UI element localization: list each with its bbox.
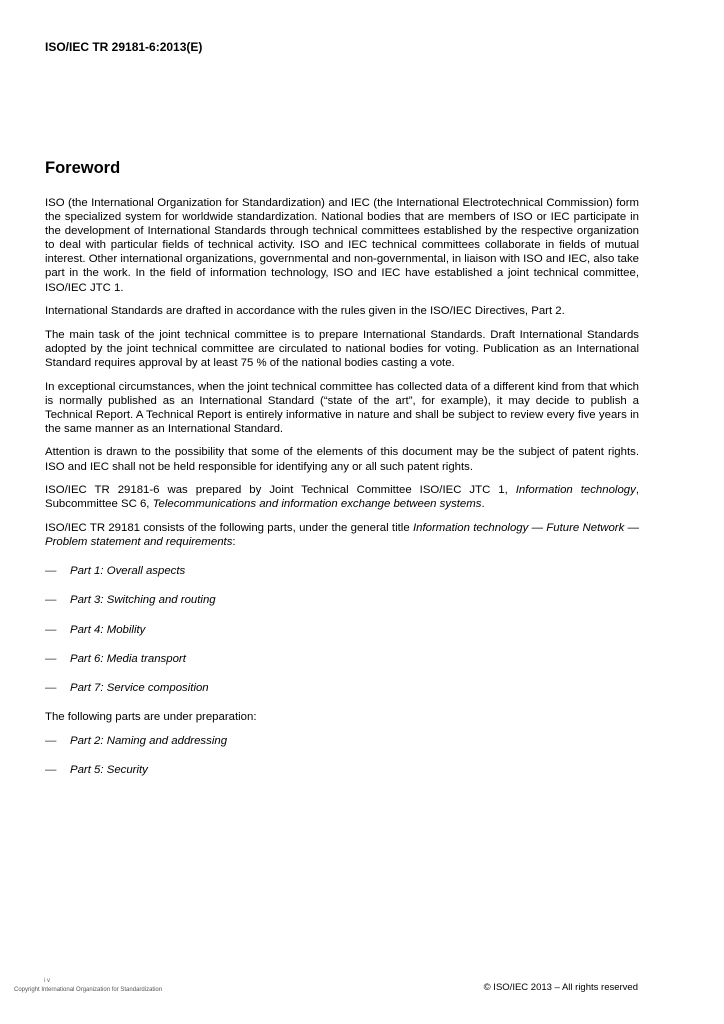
dash-bullet: —: [45, 594, 57, 607]
part-label: Part 4: Mobility: [70, 623, 146, 636]
dash-bullet: —: [45, 564, 57, 577]
paragraph-organizations: ISO (the International Organization for Standardization) and IEC (the International Electrotechnical Commission) form the specialized system for worldwide standardization. National bodies that are members of ISO or IEC participate in the development of International Standards through technical committees established by the respective organization to deal with particular fields of technical activity. ISO and IEC technical committees collaborate in fields of mutual interest. Other international organizations, governmental and non-governmental, in liaison with ISO and IEC, also take part in the work. In the field of information technology, ISO and IEC have established a joint technical committee, ISO/IEC JTC 1.: [45, 197, 639, 294]
prepared-by-period: .: [481, 498, 485, 511]
page-number: i v: [44, 978, 50, 984]
paragraph-main-task: The main task of the joint technical committee is to prepare International Standards. Draft International Standards adopted by the joint technical committee are circulated to national bodies for voting. Publication as an International Standard requires approval by at least 75 % of the national bodies casting a vote.: [45, 328, 639, 369]
paragraph-parts-intro: [45, 521, 639, 549]
list-item: [45, 564, 639, 593]
dash-bullet: —: [45, 623, 57, 636]
foreword-body: [45, 196, 639, 793]
part-label: Part 2: Naming and addressing: [70, 735, 228, 748]
list-item: [45, 734, 639, 763]
prepared-by-text: ISO/IEC TR 29181-6 was prepared by Joint Technical Committee ISO/IEC JTC 1,: [45, 484, 516, 497]
list-item: [45, 681, 639, 710]
part-label: Part 5: Security: [70, 764, 148, 777]
paragraph-patent-rights: Attention is drawn to the possibility that some of the elements of this document may be the subject of patent rights. ISO and IEC shall not be held responsible for identifying any or all such patent rights.: [45, 446, 639, 473]
copyright-notice: © ISO/IEC 2013 – All rights reserved: [483, 982, 638, 993]
parts-general-title: Information technology — Future Network — Problem statement and requirements: [45, 521, 639, 548]
prepared-by-subcommittee: , Subcommittee SC 6,: [45, 484, 639, 511]
dash-bullet: —: [45, 735, 57, 748]
document-identifier: ISO/IEC TR 29181-6:2013(E): [45, 40, 203, 54]
prepared-by-committee-title: Information technology: [515, 484, 636, 497]
paragraph-directives: International Standards are drafted in accordance with the rules given in the ISO/IEC Directives, Part 2.: [45, 305, 565, 318]
prepared-by-subcommittee-title: Telecommunications and information exchange between systems: [152, 498, 482, 511]
paragraph-prepared-by: [45, 483, 639, 511]
in-preparation-parts-list: [45, 734, 639, 793]
preparation-intro: The following parts are under preparation:: [45, 711, 257, 724]
paragraph-exceptional: In exceptional circumstances, when the joint technical committee has collected data of a different kind from that which is normally published as an International Standard (“state of the art”, for example), it may decide to publish a Technical Report. A Technical Report is entirely informative in nature and shall be subject to review every five years in the same manner as an International Standard.: [45, 380, 639, 435]
part-label: Part 3: Switching and routing: [70, 594, 216, 607]
published-parts-list: [45, 564, 639, 710]
part-label: Part 1: Overall aspects: [70, 564, 186, 577]
parts-intro-colon: :: [232, 535, 236, 548]
part-label: Part 7: Service composition: [70, 682, 209, 695]
copyright-watermark: Copyright International Organization for Standardization: [14, 987, 163, 993]
list-item: [45, 623, 639, 652]
section-title: Foreword: [45, 159, 121, 177]
list-item: [45, 593, 639, 622]
list-item: [45, 763, 639, 792]
dash-bullet: —: [45, 652, 57, 665]
part-label: Part 6: Media transport: [70, 652, 186, 665]
dash-bullet: —: [45, 682, 57, 695]
list-item: [45, 652, 639, 681]
dash-bullet: —: [45, 764, 57, 777]
parts-intro-text: ISO/IEC TR 29181 consists of the following parts, under the general title: [45, 521, 413, 534]
